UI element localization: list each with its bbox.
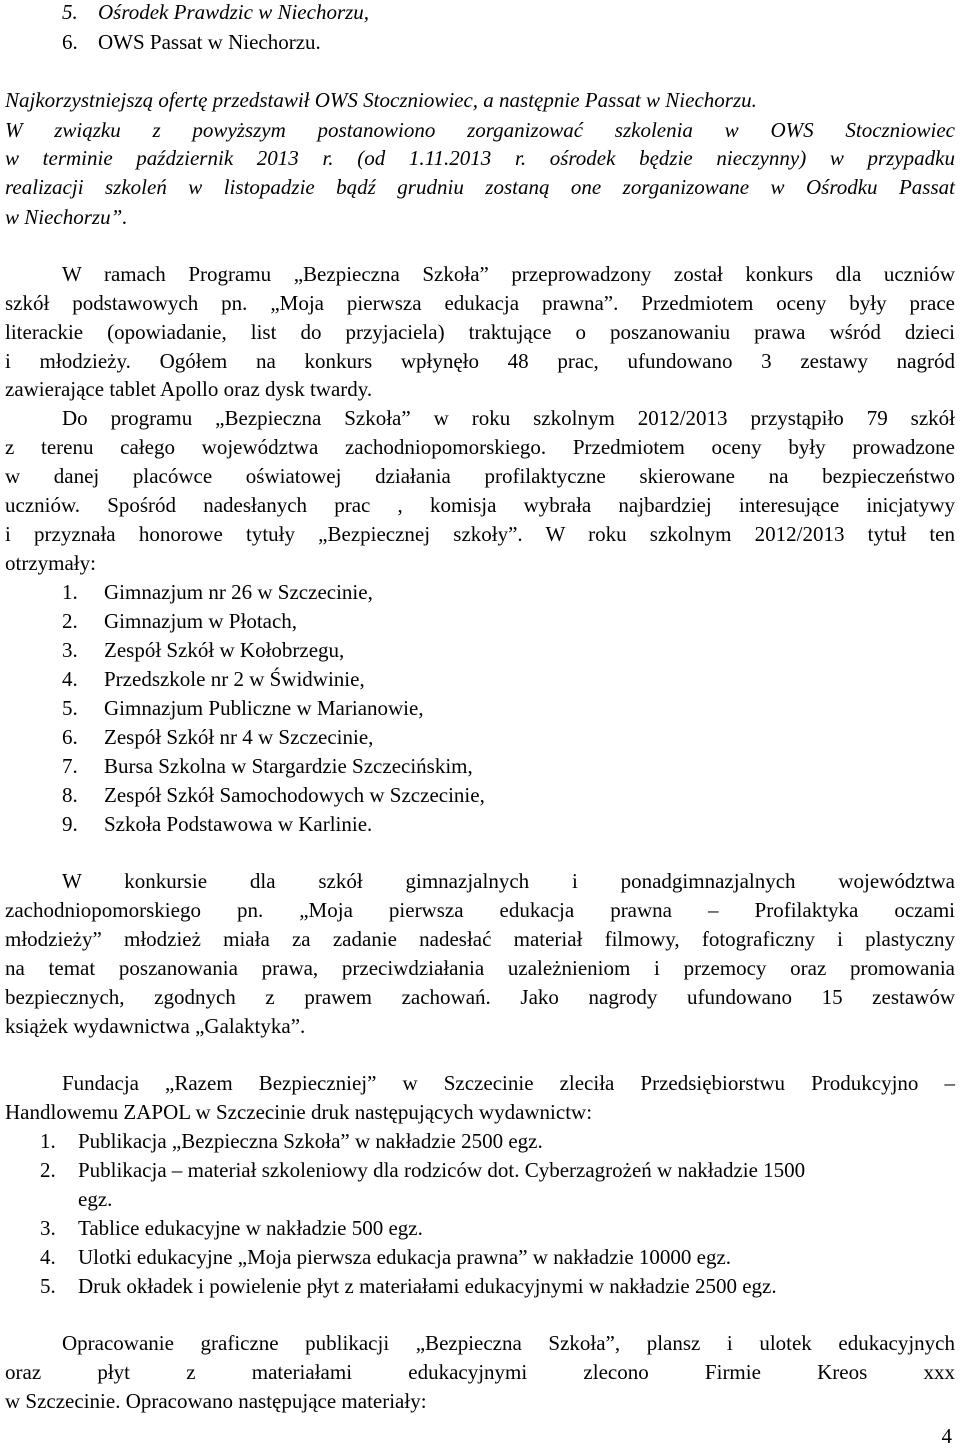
list-text: Tablice edukacyjne w nakładzie 500 egz.: [78, 1216, 423, 1240]
paragraph-line: realizacji szkoleń w listopadzie bądź grudniu zostaną one zorganizowane w Ośrodku Passat: [5, 175, 955, 199]
paragraph-line: w danej placówce oświatowej działania profilaktyczne skierowane na bezpieczeństwo: [5, 464, 955, 488]
list-text: OWS Passat w Niechorzu.: [98, 30, 321, 54]
list-number: 3.: [40, 1216, 56, 1240]
list-text: Gimnazjum Publiczne w Marianowie,: [104, 696, 424, 720]
list-number: 9.: [62, 812, 78, 836]
list-item: [40, 1158, 805, 1183]
page-number: 4: [941, 1424, 952, 1448]
paragraph-line: z terenu całego województwa zachodniopomorskiego. Przedmiotem oceny były prowadzone: [5, 435, 955, 459]
paragraph-line: na temat poszanowania prawa, przeciwdziałania uzależnieniom i przemocy oraz promowania: [5, 956, 955, 980]
paragraph-line: Fundacja „Razem Bezpieczniej” w Szczecinie zleciła Przedsiębiorstwu Produkcyjno –: [62, 1071, 955, 1095]
paragraph-line: Najkorzystniejszą ofertę przedstawił OWS Stoczniowiec, a następnie Passat w Niechorzu.: [5, 88, 757, 112]
paragraph-line: w terminie październik 2013 r. (od 1.11.2013 r. ośrodek będzie nieczynny) w przypadku: [5, 146, 955, 170]
list-item: [62, 30, 321, 55]
list-text: Gimnazjum nr 26 w Szczecinie,: [104, 580, 373, 604]
paragraph-line: młodzieży” młodzież miała za zadanie nadesłać materiał filmowy, fotograficzny i plastyczny: [5, 927, 955, 951]
paragraph-line: W związku z powyższym postanowiono zorganizować szkolenia w OWS Stoczniowiec: [5, 118, 955, 142]
list-number: 3.: [62, 638, 78, 662]
paragraph-line: Opracowanie graficzne publikacji „Bezpieczna Szkoła”, plansz i ulotek edukacyjnych: [62, 1331, 955, 1355]
paragraph-line: w Szczecinie. Opracowano następujące materiały:: [5, 1389, 427, 1413]
list-item-continuation: egz.: [78, 1187, 113, 1211]
list-item: [62, 812, 372, 837]
paragraph-line: W ramach Programu „Bezpieczna Szkoła” przeprowadzony został konkurs dla uczniów: [62, 262, 955, 286]
list-number: 4.: [62, 667, 78, 691]
paragraph-line: książek wydawnictwa „Galaktyka”.: [5, 1014, 306, 1038]
paragraph-line: i przyznała honorowe tytuły „Bezpiecznej szkoły”. W roku szkolnym 2012/2013 tytuł ten: [5, 522, 955, 546]
list-number: 6.: [62, 30, 78, 54]
list-item: [62, 580, 373, 605]
list-text: Gimnazjum w Płotach,: [104, 609, 298, 633]
list-item: [62, 783, 485, 808]
list-number: 2.: [40, 1158, 56, 1182]
list-item: [62, 754, 473, 779]
list-number: 7.: [62, 754, 78, 778]
list-item: [62, 667, 365, 692]
paragraph-line: otrzymały:: [5, 551, 96, 575]
list-text: Publikacja – materiał szkoleniowy dla rodziców dot. Cyberzagrożeń w nakładzie 1500: [78, 1158, 806, 1182]
list-number: 4.: [40, 1245, 56, 1269]
list-text: Zespół Szkół w Kołobrzegu,: [104, 638, 345, 662]
list-item: [62, 696, 424, 721]
paragraph-line: zawierające tablet Apollo oraz dysk twardy.: [5, 377, 373, 401]
list-number: 2.: [62, 609, 78, 633]
paragraph-line: zachodniopomorskiego pn. „Moja pierwsza edukacja prawna – Profilaktyka oczami: [5, 898, 955, 922]
list-number: 5.: [40, 1274, 56, 1298]
list-number: 5.: [62, 696, 78, 720]
paragraph-line: oraz płyt z materiałami edukacyjnymi zlecono Firmie Kreos xxx: [5, 1360, 955, 1384]
paragraph-line: w Niechorzu”.: [5, 205, 128, 229]
paragraph-line: bezpiecznych, zgodnych z prawem zachowań. Jako nagrody ufundowano 15 zestawów: [5, 985, 955, 1009]
list-text: Ośrodek Prawdzic w Niechorzu,: [98, 0, 370, 24]
paragraph-line: Handlowemu ZAPOL w Szczecinie druk następujących wydawnictw:: [5, 1100, 593, 1124]
list-number: 8.: [62, 783, 78, 807]
list-text: Bursa Szkolna w Stargardzie Szczecińskim,: [104, 754, 473, 778]
list-text: Zespół Szkół nr 4 w Szczecinie,: [104, 725, 374, 749]
list-item: [40, 1245, 731, 1270]
list-item: [62, 725, 373, 750]
list-number: 5.: [62, 0, 78, 24]
list-number: 1.: [62, 580, 78, 604]
list-text: Przedszkole nr 2 w Świdwinie,: [104, 667, 365, 691]
list-number: 6.: [62, 725, 78, 749]
list-item: [40, 1216, 423, 1241]
list-item: [62, 609, 297, 634]
paragraph-line: literackie (opowiadanie, list do przyjaciela) traktujące o poszanowaniu prawa wśród dzieci: [5, 320, 955, 344]
paragraph-line: szkół podstawowych pn. „Moja pierwsza edukacja prawna”. Przedmiotem oceny były prace: [5, 291, 955, 315]
paragraph-line: i młodzieży. Ogółem na konkurs wpłynęło 48 prac, ufundowano 3 zestawy nagród: [5, 349, 955, 373]
list-item: [40, 1129, 543, 1154]
paragraph-line: uczniów. Spośród nadesłanych prac , komisja wybrała najbardziej interesujące inicjatywy: [5, 493, 955, 517]
list-text: Zespół Szkół Samochodowych w Szczecinie,: [104, 783, 485, 807]
list-item: [62, 638, 344, 663]
paragraph-line: W konkursie dla szkół gimnazjalnych i ponadgimnazjalnych województwa: [62, 869, 955, 893]
list-number: 1.: [40, 1129, 56, 1153]
list-text: Druk okładek i powielenie płyt z materiałami edukacyjnymi w nakładzie 2500 egz.: [78, 1274, 777, 1298]
list-text: Szkoła Podstawowa w Karlinie.: [104, 812, 373, 836]
list-item: [62, 0, 369, 25]
paragraph-line: Do programu „Bezpieczna Szkoła” w roku szkolnym 2012/2013 przystąpiło 79 szkół: [62, 406, 955, 430]
list-item: [40, 1274, 777, 1299]
list-text: Ulotki edukacyjne „Moja pierwsza edukacja prawna” w nakładzie 10000 egz.: [78, 1245, 732, 1269]
list-text: Publikacja „Bezpieczna Szkoła” w nakładzie 2500 egz.: [78, 1129, 543, 1153]
